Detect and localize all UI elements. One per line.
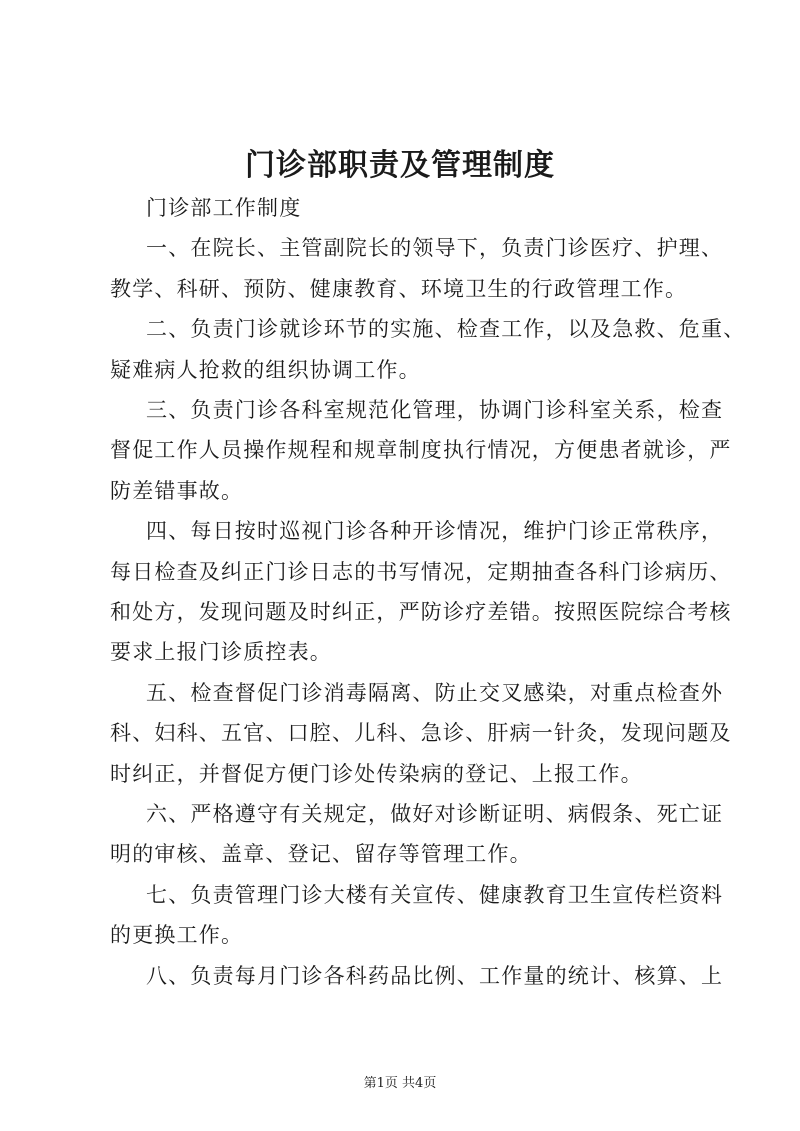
- paragraph-first-line: 一、在院长、主管副院长的领导下，负责门诊医疗、护理、: [146, 236, 724, 260]
- paragraph-line: 教学、科研、预防、健康教育、环境卫生的行政管理工作。: [110, 277, 688, 301]
- paragraph-line: 科、妇科、五官、口腔、儿科、急诊、肝病一针灸，发现问题及: [110, 721, 732, 745]
- paragraph-first-line: 八、负责每月门诊各科药品比例、工作量的统计、核算、上: [146, 964, 724, 988]
- paragraph-line: 的更换工作。: [110, 923, 244, 947]
- paragraph-line: 明的审核、盖章、登记、留存等管理工作。: [110, 842, 532, 866]
- paragraph-first-line: 门诊部工作制度: [146, 196, 302, 220]
- paragraph-line: 每日检查及纠正门诊日志的书写情况，定期抽查各科门诊病历、: [110, 560, 732, 584]
- paragraph-line: 防差错事故。: [110, 479, 244, 503]
- page-footer: 第1页 共4页: [363, 1076, 437, 1091]
- paragraph-line: 督促工作人员操作规程和规章制度执行情况，方便患者就诊，严: [110, 438, 732, 462]
- paragraph-first-line: 七、负责管理门诊大楼有关宣传、健康教育卫生宣传栏资料: [146, 883, 724, 907]
- paragraph-line: 和处方，发现问题及时纠正，严防诊疗差错。按照医院综合考核: [110, 600, 732, 624]
- paragraph-first-line: 六、严格遵守有关规定，做好对诊断证明、病假条、死亡证: [146, 802, 724, 826]
- paragraph-line: 疑难病人抢救的组织协调工作。: [110, 358, 421, 382]
- paragraph-first-line: 三、负责门诊各科室规范化管理，协调门诊科室关系，检查: [146, 398, 724, 422]
- paragraph-first-line: 二、负责门诊就诊环节的实施、检查工作，以及急救、危重、: [146, 317, 746, 341]
- paragraph-line: 要求上报门诊质控表。: [110, 640, 332, 664]
- paragraph-first-line: 五、检查督促门诊消毒隔离、防止交叉感染，对重点检查外: [146, 681, 724, 705]
- paragraph-line: 时纠正，并督促方便门诊处传染病的登记、上报工作。: [110, 762, 643, 786]
- paragraph-first-line: 四、每日按时巡视门诊各种开诊情况，维护门诊正常秩序，: [146, 519, 724, 543]
- document-title: 门诊部职责及管理制度: [245, 148, 555, 183]
